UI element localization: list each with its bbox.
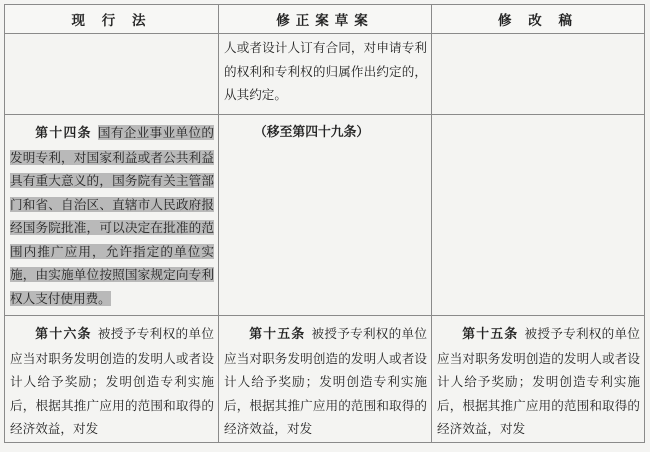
article-16-text: 被授予专利权的单位应当对职务发明创造的发明人或者设计人给予奖励；发明创造专利实施后，根据其推广应用的范围和取得的经济效益，对发: [10, 326, 215, 436]
article-14-label: 第十四条: [35, 126, 92, 141]
table-row: [5, 34, 645, 115]
row1-draft-text: 人或者设计人订有合同，对申请专利的权利和专利权的归属作出约定的，从其约定。: [224, 40, 427, 102]
table-row: [5, 316, 645, 443]
draft-article-15-label: 第十五条: [249, 327, 306, 342]
cell-row3-current-law: [5, 316, 219, 443]
cell-row2-revised: [432, 115, 645, 316]
revised-article-15-label: 第十五条: [462, 327, 519, 342]
cell-row1-revised: [432, 34, 645, 115]
header-current-law: 现 行 法: [5, 5, 219, 34]
revised-article-15-text: 被授予专利权的单位应当对职务发明创造的发明人或者设计人给予奖励；发明创造专利实施后，根据其推广应用的范围和取得的经济效益，对发: [437, 326, 640, 436]
cell-row3-revised: [432, 316, 645, 443]
article-14-text: 国有企业事业单位的发明专利，对国家利益或者公共利益具有重大意义的，国务院有关主管部门和省、自治区、直辖市人民政府报经国务院批准，可以决定在批准的范围内推广应用，允许指定的单位实施，由实施单位按照国家规定向专利权人支付使用费。: [10, 125, 215, 306]
comparison-table: [4, 4, 645, 443]
header-row: [5, 5, 645, 34]
moved-note: （移至第四十九条）: [254, 125, 370, 140]
article-16-label: 第十六条: [35, 327, 92, 342]
draft-article-15-text: 被授予专利权的单位应当对职务发明创造的发明人或者设计人给予奖励；发明创造专利实施后，根据其推广应用的范围和取得的经济效益，对发: [224, 326, 427, 436]
cell-row1-current-law: [5, 34, 219, 115]
cell-row2-draft: [219, 115, 432, 316]
cell-row2-current-law: [5, 115, 219, 316]
table-row: [5, 115, 645, 316]
header-draft-amendment: 修正案草案: [219, 5, 432, 34]
cell-row1-draft: [219, 34, 432, 115]
header-revised-draft: 修 改 稿: [432, 5, 645, 34]
cell-row3-draft: [219, 316, 432, 443]
